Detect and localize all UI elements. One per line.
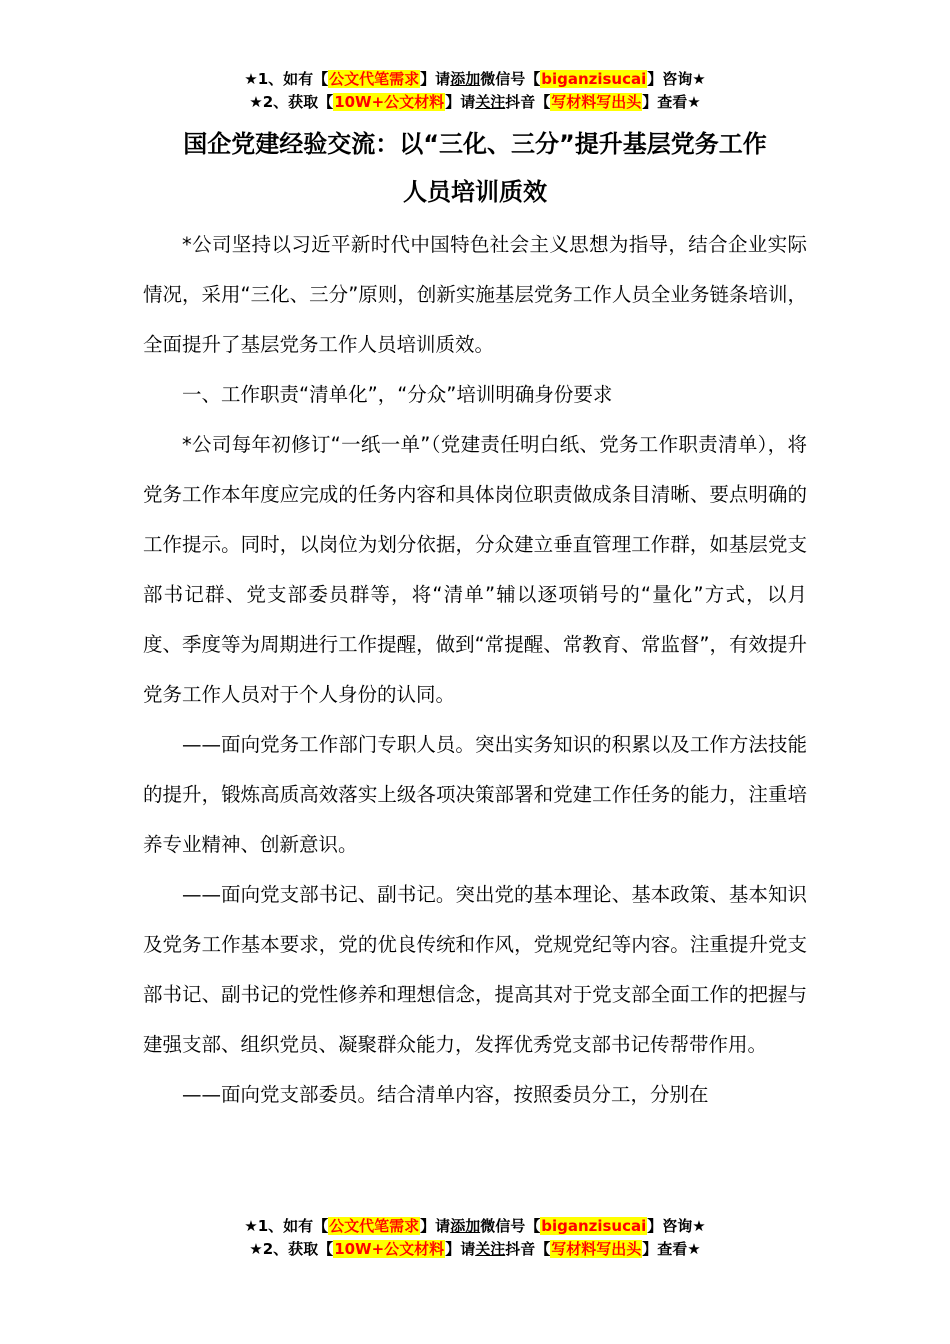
- banner-line-1: [0, 1215, 950, 1238]
- banner-text: 】咨询★: [647, 70, 706, 88]
- banner-emphasis: 关注: [475, 1240, 506, 1258]
- header-banner: [0, 68, 950, 114]
- banner-highlight: 10W+公文材料: [334, 93, 445, 111]
- banner-highlight: biganzisucai: [541, 70, 647, 88]
- banner-emphasis: 关注: [475, 93, 506, 111]
- banner-highlight: biganzisucai: [541, 1217, 647, 1235]
- banner-text: ★2、获取【: [249, 93, 334, 111]
- paragraph: ——面向党务工作部门专职人员。突出实务知识的积累以及工作方法技能的提升，锻炼高质高效落实上级各项决策部署和党建工作任务的能力，注重培养专业精神、创新意识。: [143, 733, 807, 856]
- banner-highlight: 公文代笔需求: [329, 70, 420, 88]
- document-body: [143, 220, 807, 1120]
- banner-text: ★1、如有【: [244, 1217, 329, 1235]
- banner-text: 】查看★: [642, 1240, 701, 1258]
- title-line-1: 国企党建经验交流：以“三化、三分”提升基层党务工作: [183, 130, 767, 158]
- document-title: [100, 120, 850, 216]
- banner-highlight: 公文代笔需求: [329, 1217, 420, 1235]
- banner-text: 微信号【: [480, 1217, 541, 1235]
- banner-text: 】查看★: [642, 93, 701, 111]
- banner-emphasis: 添加: [450, 70, 481, 88]
- banner-text: 抖音【: [505, 93, 551, 111]
- title-line-2: 人员培训质效: [403, 178, 547, 206]
- banner-text: 】请: [420, 1217, 451, 1235]
- paragraph: ——面向党支部委员。结合清单内容，按照委员分工，分别在: [182, 1083, 709, 1106]
- banner-text: 微信号【: [480, 70, 541, 88]
- banner-highlight: 写材料写出头: [551, 93, 642, 111]
- paragraph: ——面向党支部书记、副书记。突出党的基本理论、基本政策、基本知识及党务工作基本要求，党的优良传统和作风，党规党纪等内容。注重提升党支部书记、副书记的党性修养和理想信念，提高其对于党支部全面工作的把握与建强支部、组织党员、凝聚群众能力，发挥优秀党支部书记传帮带作用。: [143, 883, 807, 1056]
- banner-text: 】请: [445, 93, 476, 111]
- paragraph: *公司每年初修订“一纸一单”（党建责任明白纸、党务工作职责清单），将党务工作本年度应完成的任务内容和具体岗位职责做成条目清晰、要点明确的工作提示。同时，以岗位为划分依据，分众建立垂直管理工作群，如基层党支部书记群、党支部委员群等，将“清单”辅以逐项销号的“量化”方式，以月度、季度等为周期进行工作提醒，做到“常提醒、常教育、常监督”，有效提升党务工作人员对于个人身份的认同。: [143, 433, 807, 706]
- banner-line-2: [0, 1238, 950, 1261]
- banner-text: 抖音【: [505, 1240, 551, 1258]
- banner-highlight: 写材料写出头: [551, 1240, 642, 1258]
- banner-text: 】请: [420, 70, 451, 88]
- banner-line-2: [0, 91, 950, 114]
- banner-text: 】请: [445, 1240, 476, 1258]
- banner-text: ★1、如有【: [244, 70, 329, 88]
- banner-text: 】咨询★: [647, 1217, 706, 1235]
- footer-banner: [0, 1215, 950, 1261]
- banner-text: ★2、获取【: [249, 1240, 334, 1258]
- banner-line-1: [0, 68, 950, 91]
- paragraph-intro: *公司坚持以习近平新时代中国特色社会主义思想为指导，结合企业实际情况，采用“三化、三分”原则，创新实施基层党务工作人员全业务链条培训，全面提升了基层党务工作人员培训质效。: [143, 233, 807, 356]
- banner-emphasis: 添加: [450, 1217, 481, 1235]
- banner-highlight: 10W+公文材料: [334, 1240, 445, 1258]
- section-heading: 一、工作职责“清单化”，“分众”培训明确身份要求: [182, 383, 613, 406]
